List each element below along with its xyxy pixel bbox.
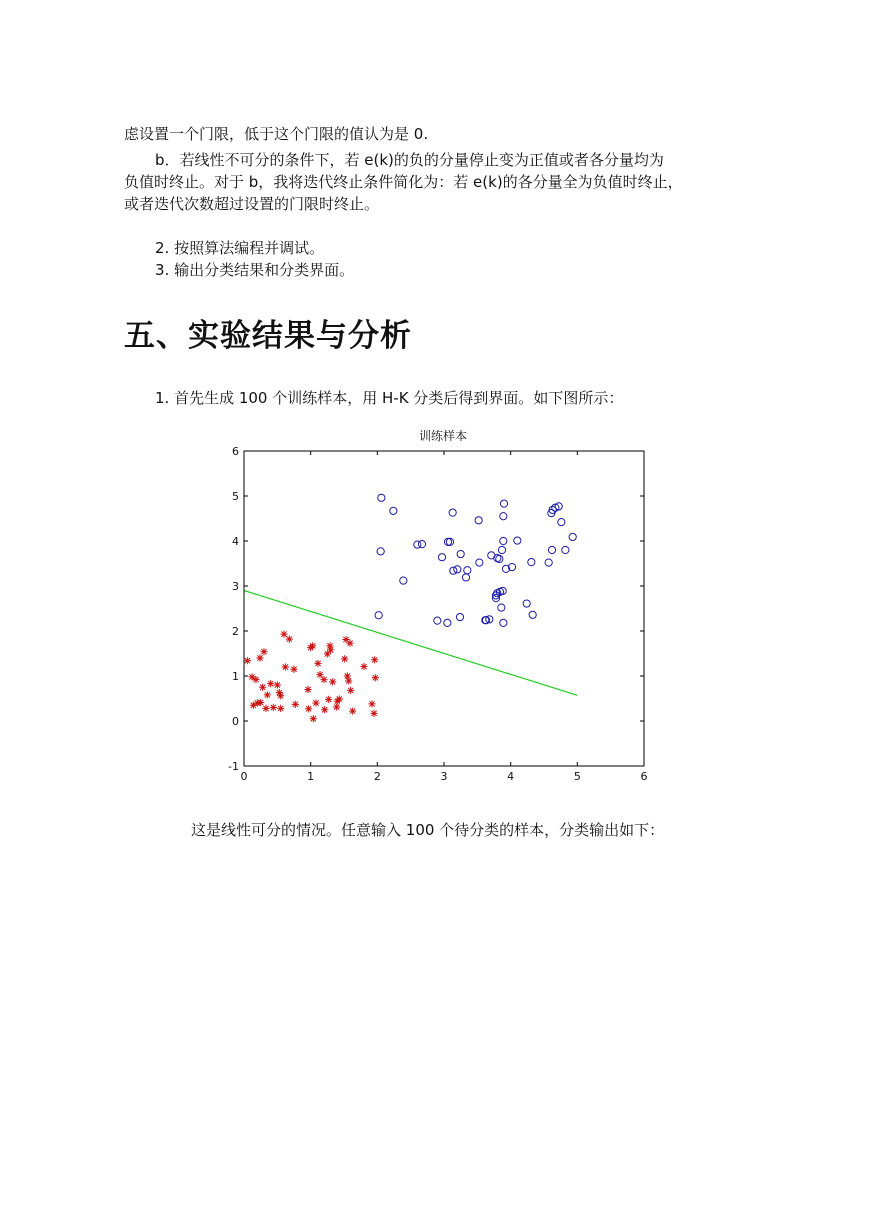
data-point-class2 [257,699,264,706]
data-point-class2 [260,648,267,655]
data-point-class2 [277,692,284,699]
data-point-class2 [316,671,323,678]
data-point-class2 [267,680,274,687]
training-samples-figure [212,420,662,790]
data-point-class2 [270,704,277,711]
data-point-class2 [314,660,321,667]
data-point-class1 [558,519,565,526]
data-point-class1 [449,509,456,516]
data-point-class1 [475,517,482,524]
data-point-class2 [259,684,266,691]
data-point-class2 [262,705,269,712]
y-tick-label: 2 [232,625,239,638]
data-point-class1 [450,567,457,574]
y-tick-label: 4 [232,535,239,548]
data-point-class2 [310,715,317,722]
x-tick-label: 1 [307,770,315,783]
y-tick-label: 1 [232,670,239,683]
data-point-class1 [476,559,483,566]
data-point-class2 [360,663,367,670]
data-point-class1 [438,554,445,561]
data-point-class2 [325,696,332,703]
data-point-class1 [454,566,461,573]
x-tick-label: 2 [373,770,381,783]
list-item-1: 1. 首先生成 100 个训练样本，用 H-K 分类后得到界面。如下图所示： [155,389,624,407]
data-point-class1 [528,559,535,566]
x-tick-label: 3 [440,770,448,783]
section-heading: 五、实验结果与分析 [124,318,412,354]
y-tick-label: 6 [232,445,239,458]
caption-after-figure: 这是线性可分的情况。任意输入 100 个待分类的样本，分类输出如下： [191,821,665,839]
decision-boundary-line [244,591,577,696]
data-point-class2 [252,676,259,683]
data-point-class2 [345,677,352,684]
data-point-class1 [400,577,407,584]
chart-ticks [228,445,647,783]
data-point-class2 [264,691,271,698]
data-point-class1 [562,546,569,553]
scatter-chart [212,420,662,790]
list-item-3: 3. 输出分类结果和分类界面。 [155,261,355,279]
data-point-class1 [545,559,552,566]
data-point-class1 [500,537,507,544]
data-point-class2 [370,710,377,717]
data-point-class1 [529,611,536,618]
data-point-class2 [292,701,299,708]
data-point-class2 [329,678,336,685]
paragraph-line-3: 负值时终止。对于 b，我将迭代终止条件简化为：若 e(k)的各分量全为负值时终止， [124,173,683,191]
data-point-class1 [462,574,469,581]
data-point-class2 [321,706,328,713]
data-point-class2 [372,674,379,681]
data-point-class2 [333,703,340,710]
data-point-class1 [500,619,507,626]
data-point-class2 [256,654,263,661]
x-tick-label: 5 [573,770,581,783]
data-point-class1 [377,548,384,555]
data-point-class2 [280,631,287,638]
data-point-class2 [290,666,297,673]
x-tick-label: 0 [240,770,248,783]
data-point-class2 [320,676,327,683]
data-point-class2 [282,663,289,670]
data-point-class1 [500,513,507,520]
data-point-class2 [274,681,281,688]
x-tick-label: 6 [640,770,648,783]
data-point-class1 [418,541,425,548]
data-point-class2 [244,657,251,664]
data-point-class2 [368,700,375,707]
data-point-class1 [569,533,576,540]
data-point-class1 [456,613,463,620]
y-tick-label: 5 [232,490,239,503]
data-point-class1 [548,546,555,553]
data-point-class2 [344,672,351,679]
data-point-class2 [286,636,293,643]
data-point-class1 [390,507,397,514]
chart-title: 训练样本 [418,429,468,443]
data-point-class2 [305,705,312,712]
data-point-class2 [341,655,348,662]
paragraph-line-2: b．若线性不可分的条件下，若 e(k)的负的分量停止变为正值或者各分量均为 [155,151,664,169]
data-point-class1 [500,500,507,507]
list-item-2: 2. 按照算法编程并调试。 [155,239,325,257]
data-point-class2 [327,646,334,653]
data-point-class1 [444,619,451,626]
data-point-class1 [378,494,385,501]
data-point-class2 [347,687,354,694]
y-tick-label: 3 [232,580,239,593]
data-point-class2 [349,708,356,715]
data-point-class2 [304,686,311,693]
data-point-class1 [514,537,521,544]
data-point-class1 [434,617,441,624]
data-point-class2 [371,656,378,663]
data-point-class2 [324,650,331,657]
data-point-class1 [464,567,471,574]
plot-frame [244,451,644,766]
data-point-class2 [336,695,343,702]
paragraph-line-1: 虑设置一个门限，低于这个门限的值认为是 0. [124,125,429,143]
data-point-class1 [523,600,530,607]
data-point-class1 [498,546,505,553]
y-tick-label: 0 [232,715,239,728]
data-point-class2 [277,705,284,712]
data-point-class2 [312,699,319,706]
chart-marks [244,494,578,722]
paragraph-line-4: 或者迭代次数超过设置的门限时终止。 [124,195,380,213]
data-point-class2 [309,642,316,649]
data-point-class1 [457,550,464,557]
data-point-class1 [375,612,382,619]
x-tick-label: 4 [507,770,515,783]
data-point-class1 [498,604,505,611]
y-tick-label: -1 [228,760,239,773]
data-point-class2 [346,640,353,647]
